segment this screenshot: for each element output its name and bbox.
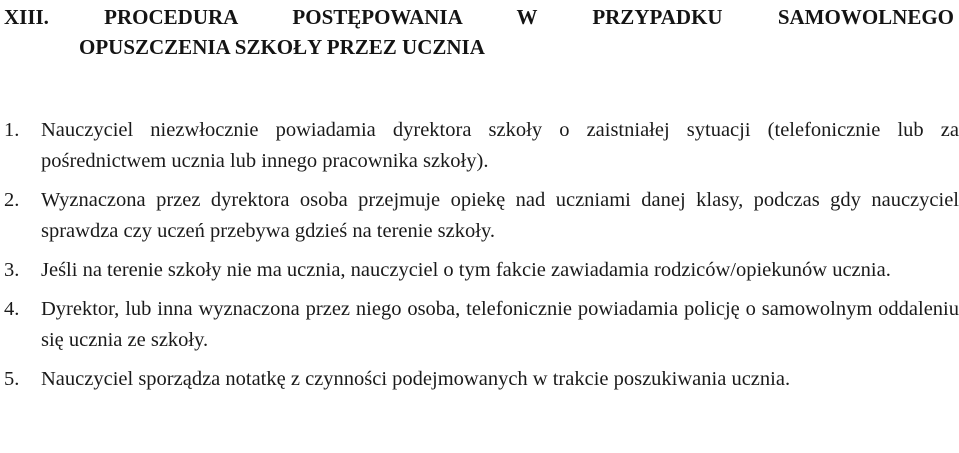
list-item-text: Nauczyciel sporządza notatkę z czynności podejmowanych w trakcie poszukiwania ucznia. bbox=[41, 368, 791, 390]
section-heading bbox=[4, 2, 954, 62]
section-heading-line-1: XIII. PROCEDURA POSTĘPOWANIA W PRZYPADKU SAMOWOLNEGO bbox=[4, 5, 954, 29]
procedure-list bbox=[4, 115, 959, 403]
list-item-text: Jeśli na terenie szkoły nie ma ucznia, nauczyciel o tym fakcie zawiadamia rodziców/opiekunów ucznia. bbox=[41, 259, 891, 281]
list-item bbox=[4, 364, 959, 395]
list-item-number: 2. bbox=[4, 189, 20, 211]
list-item bbox=[4, 115, 959, 177]
list-item-text: Dyrektor, lub inna wyznaczona przez niego osoba, telefonicznie powiadamia policję o samowolnym oddaleniu się ucznia ze szkoły. bbox=[41, 298, 959, 351]
list-item-text: Nauczyciel niezwłocznie powiadamia dyrektora szkoły o zaistniałej sytuacji (telefonicznie lub za pośrednictwem ucznia lub innego pracownika szkoły). bbox=[41, 119, 959, 172]
section-heading-line-2: OPUSZCZENIA SZKOŁY PRZEZ UCZNIA bbox=[79, 35, 485, 59]
list-item bbox=[4, 185, 959, 247]
list-item-number: 1. bbox=[4, 119, 20, 141]
list-item-text: Wyznaczona przez dyrektora osoba przejmuje opiekę nad uczniami danej klasy, podczas gdy nauczyciel sprawdza czy uczeń przebywa gdzieś na terenie szkoły. bbox=[41, 189, 959, 242]
list-item bbox=[4, 255, 959, 286]
list-item-number: 4. bbox=[4, 298, 20, 320]
list-item bbox=[4, 294, 959, 356]
list-item-number: 5. bbox=[4, 368, 20, 390]
list-item-number: 3. bbox=[4, 259, 20, 281]
